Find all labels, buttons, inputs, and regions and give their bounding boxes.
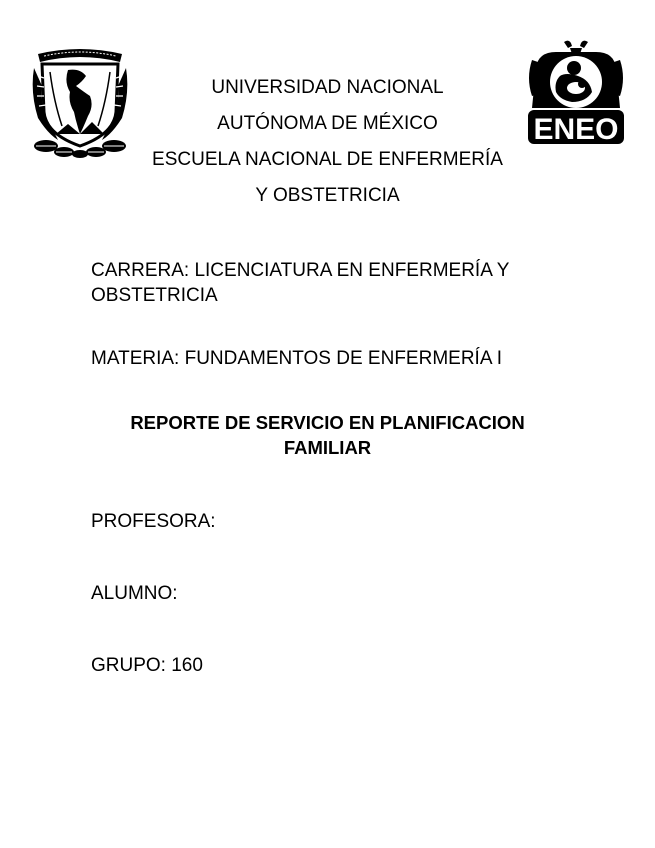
university-name-line-2: AUTÓNOMA DE MÉXICO xyxy=(217,113,438,134)
materia-field: MATERIA: FUNDAMENTOS DE ENFERMERÍA I xyxy=(91,348,503,369)
grupo-field: GRUPO: 160 xyxy=(91,655,203,676)
school-name-line-1: ESCUELA NACIONAL DE ENFERMERÍA xyxy=(152,149,503,170)
alumno-field: ALUMNO: xyxy=(91,583,178,604)
university-name-line-1: UNIVERSIDAD NACIONAL xyxy=(211,77,444,98)
svg-text:ENEO: ENEO xyxy=(533,113,619,146)
report-title: REPORTE DE SERVICIO EN PLANIFICACION FAMILIAR xyxy=(130,412,525,458)
unam-coat-of-arms-icon xyxy=(28,42,132,160)
school-name-line-2: Y OBSTETRICIA xyxy=(255,185,400,206)
profesora-field: PROFESORA: xyxy=(91,511,216,532)
carrera-field: CARRERA: LICENCIATURA EN ENFERMERÍA Y OBSTETRICIA xyxy=(91,260,510,306)
